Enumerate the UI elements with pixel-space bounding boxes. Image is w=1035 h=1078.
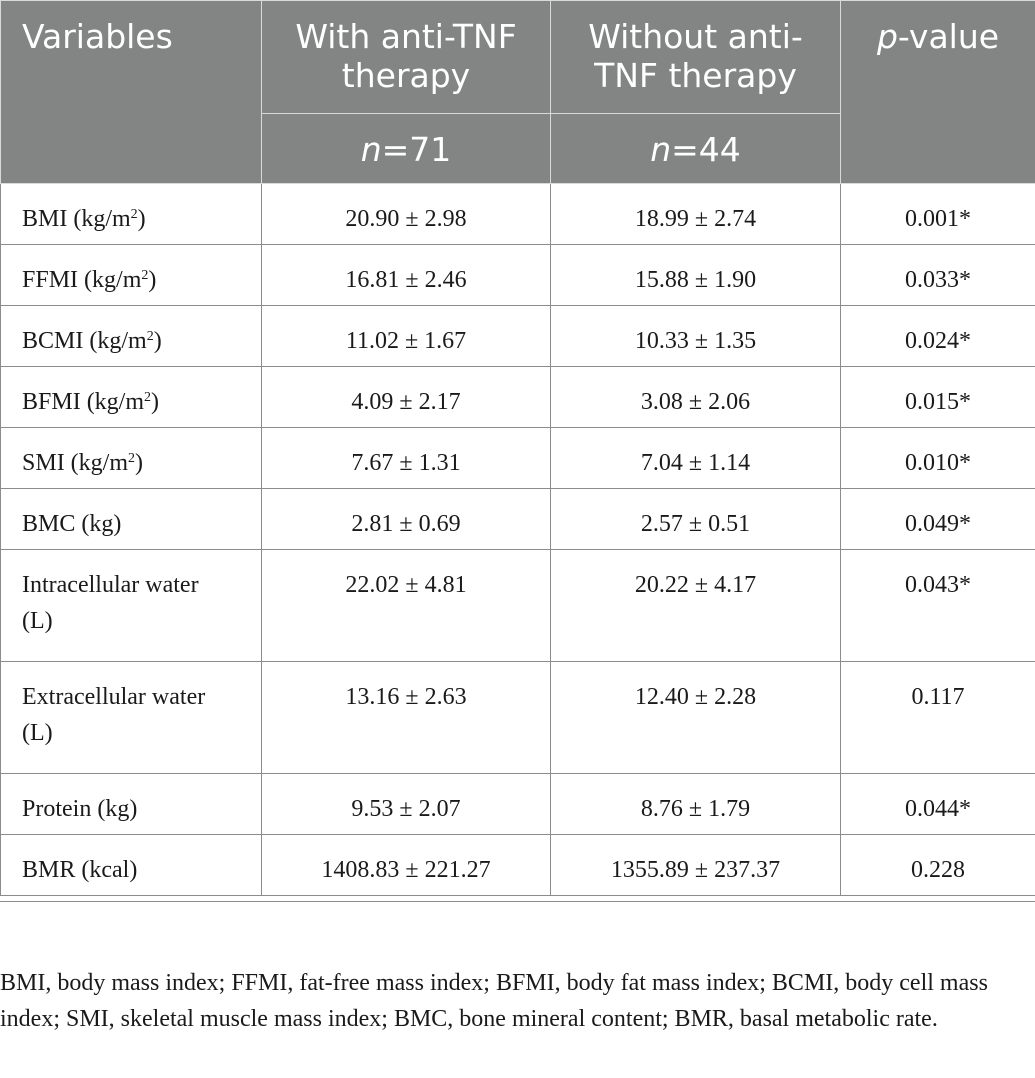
cell-with-anti-tnf: 1408.83 ± 221.27 (262, 835, 551, 896)
table-row (1, 835, 1035, 896)
unit-superscript: 2 (128, 451, 136, 466)
cell-without-anti-tnf: 2.57 ± 0.51 (551, 489, 841, 550)
unit-superscript: 2 (144, 390, 152, 405)
cell-with-anti-tnf: 2.81 ± 0.69 (262, 489, 551, 550)
row-label: FFMI $(kg/m^2)$ (1, 245, 262, 306)
row-label: BFMI $(kg/m^2)$ (1, 367, 262, 428)
cell-p-value: 0.015* (841, 367, 1035, 428)
row-label: BMC (kg) (1, 489, 262, 550)
row-label: BCMI $(kg/m^2)$ (1, 306, 262, 367)
cell-p-value: 0.024* (841, 306, 1035, 367)
cell-without-anti-tnf: 20.22 ± 4.17 (551, 550, 841, 662)
header-n-without (551, 114, 841, 184)
row-label: Protein (kg) (1, 774, 262, 835)
cell-p-value: 0.001* (841, 184, 1035, 245)
cell-with-anti-tnf: 13.16 ± 2.63 (262, 662, 551, 774)
cell-p-value: 0.033* (841, 245, 1035, 306)
cell-without-anti-tnf: 18.99 ± 2.74 (551, 184, 841, 245)
n-symbol-without: n (650, 130, 672, 169)
p-rest: -value (897, 17, 1000, 56)
table-row (1, 489, 1035, 550)
header-without-anti-tnf (551, 1, 841, 114)
table-body (1, 184, 1035, 896)
cell-p-value: 0.010* (841, 428, 1035, 489)
cell-with-anti-tnf: 7.67 ± 1.31 (262, 428, 551, 489)
cell-without-anti-tnf: 1355.89 ± 237.37 (551, 835, 841, 896)
cell-p-value: 0.044* (841, 774, 1035, 835)
unit-superscript: 2 (141, 268, 149, 283)
cell-without-anti-tnf: 15.88 ± 1.90 (551, 245, 841, 306)
table-bottom-rule (0, 901, 1035, 902)
table-row (1, 184, 1035, 245)
unit-superscript: 2 (130, 207, 138, 222)
table-row (1, 306, 1035, 367)
cell-p-value: 0.049* (841, 489, 1035, 550)
header-p-value (841, 1, 1035, 184)
p-symbol: p (876, 17, 898, 56)
n-without-value: =44 (671, 130, 741, 169)
cell-without-anti-tnf: 12.40 ± 2.28 (551, 662, 841, 774)
cell-with-anti-tnf: 22.02 ± 4.81 (262, 550, 551, 662)
table-row (1, 550, 1035, 662)
table-row (1, 662, 1035, 774)
cell-without-anti-tnf: 3.08 ± 2.06 (551, 367, 841, 428)
cell-p-value: 0.228 (841, 835, 1035, 896)
cell-with-anti-tnf: 9.53 ± 2.07 (262, 774, 551, 835)
cell-with-anti-tnf: 16.81 ± 2.46 (262, 245, 551, 306)
row-label: BMR (kcal) (1, 835, 262, 896)
row-label: SMI $(kg/m^2)$ (1, 428, 262, 489)
cell-with-anti-tnf: 11.02 ± 1.67 (262, 306, 551, 367)
header-n-with (262, 114, 551, 184)
n-with-value: =71 (381, 130, 452, 169)
cell-p-value: 0.043* (841, 550, 1035, 662)
table-footnote: BMI, body mass index; FFMI, fat-free mass index; BFMI, body fat mass index; BCMI, body cell mass index; SMI, skeletal muscle mass index; BMC, bone mineral content; BMR, basal metabolic rate. (0, 970, 988, 1032)
table-row (1, 774, 1035, 835)
cell-without-anti-tnf: 10.33 ± 1.35 (551, 306, 841, 367)
cell-with-anti-tnf: 20.90 ± 2.98 (262, 184, 551, 245)
table-row (1, 367, 1035, 428)
header-without-line2: TNF therapy (594, 56, 797, 95)
cell-p-value: 0.117 (841, 662, 1035, 774)
header-variables: Variables (1, 1, 262, 184)
unit-superscript: 2 (146, 329, 154, 344)
cell-without-anti-tnf: 7.04 ± 1.14 (551, 428, 841, 489)
row-label: Intracellular water (L) (1, 550, 262, 662)
cell-with-anti-tnf: 4.09 ± 2.17 (262, 367, 551, 428)
table-row (1, 428, 1035, 489)
n-symbol-with: n (360, 130, 382, 169)
header-with-anti-tnf: With anti-TNF therapy (262, 1, 551, 114)
cell-without-anti-tnf: 8.76 ± 1.79 (551, 774, 841, 835)
table-row (1, 245, 1035, 306)
header-without-line1: Without anti- (588, 17, 803, 56)
row-label: BMI $(kg/m^2)$ (1, 184, 262, 245)
row-label: Extracellular water (L) (1, 662, 262, 774)
table-header (1, 1, 1035, 184)
